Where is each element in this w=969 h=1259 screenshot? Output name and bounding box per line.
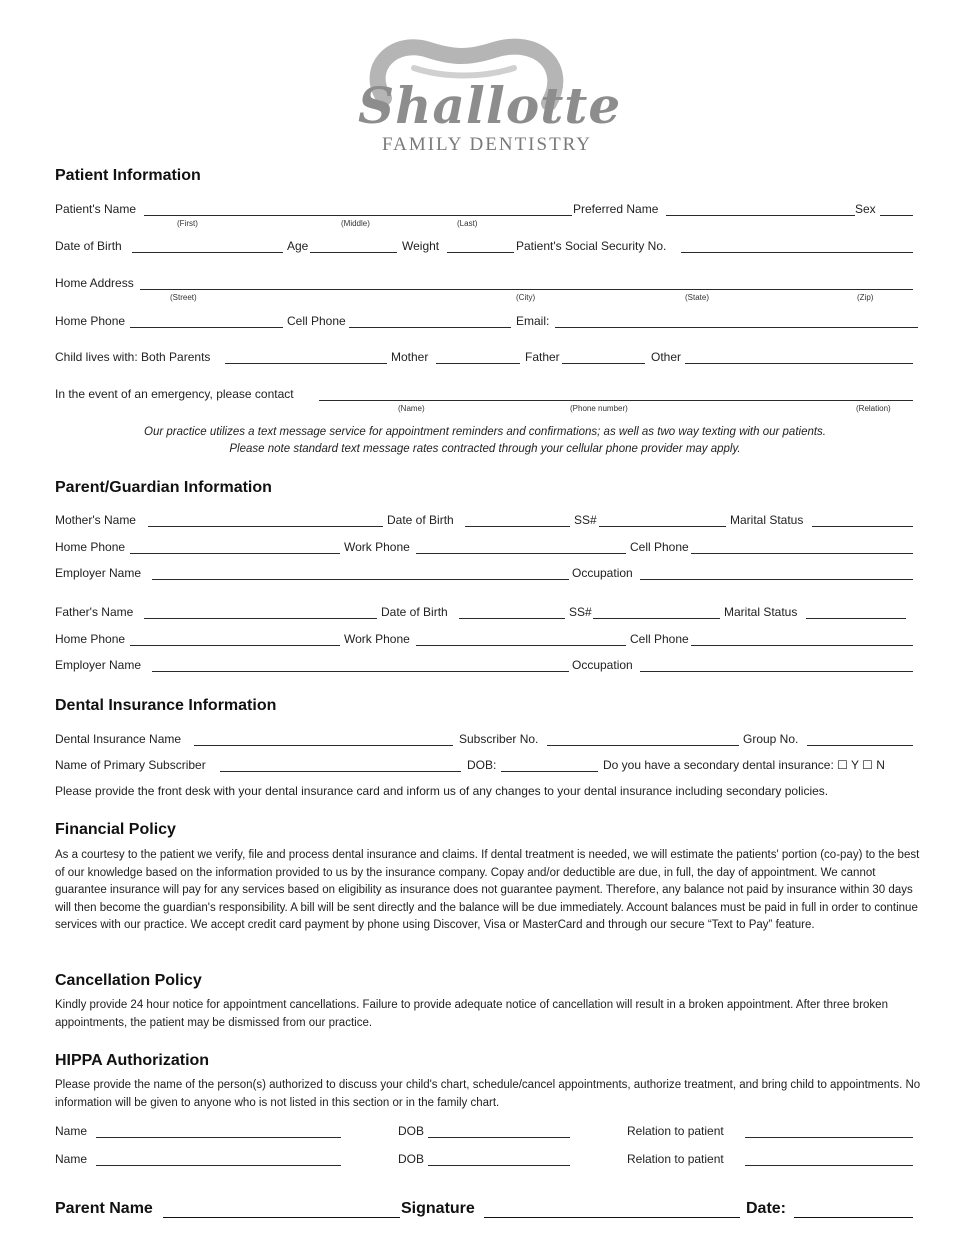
- child-lives-label: Child lives with: Both Parents: [55, 350, 211, 364]
- patient-name-row: [55, 202, 915, 218]
- state-sublabel: (State): [685, 293, 710, 302]
- mother-cell-phone-label: Cell Phone: [630, 540, 689, 554]
- group-no-label: Group No.: [743, 732, 799, 746]
- hippa-name-label-1: Name: [55, 1124, 88, 1138]
- weight-label: Weight: [402, 239, 440, 253]
- hippa-row-1: [55, 1124, 915, 1140]
- age-label: Age: [287, 239, 309, 253]
- parent-name-field[interactable]: [163, 1217, 400, 1218]
- father-employer-row: [55, 658, 915, 674]
- mother-work-phone-field[interactable]: [416, 553, 626, 554]
- cell-phone-label: Cell Phone: [287, 314, 346, 328]
- mother-occupation-label: Occupation: [572, 566, 633, 580]
- father-field[interactable]: [562, 363, 645, 364]
- other-field[interactable]: [685, 363, 913, 364]
- city-sublabel: (City): [516, 293, 536, 302]
- dob-row: [55, 239, 915, 255]
- mother-employer-field[interactable]: [152, 579, 569, 580]
- secondary-insurance-question[interactable]: Do you have a secondary dental insurance: ☐ Y ☐ N: [603, 758, 885, 772]
- mother-occupation-field[interactable]: [640, 579, 913, 580]
- mother-phone-row: [55, 540, 915, 556]
- sex-field[interactable]: [880, 215, 913, 216]
- hippa-dob-field-1[interactable]: [428, 1137, 570, 1138]
- subscriber-no-label: Subscriber No.: [459, 732, 539, 746]
- primary-subscriber-field[interactable]: [220, 771, 461, 772]
- practice-logo: [340, 30, 630, 160]
- father-dob-field[interactable]: [459, 618, 565, 619]
- father-dob-label: Date of Birth: [381, 605, 448, 619]
- insurance-name-row: [55, 732, 915, 748]
- mother-row: [55, 513, 915, 529]
- signature-label: Signature: [401, 1200, 475, 1217]
- address-row: [55, 276, 915, 292]
- father-name-label: Father's Name: [55, 605, 134, 619]
- mother-name-field[interactable]: [148, 526, 383, 527]
- hippa-name-field-1[interactable]: [96, 1137, 341, 1138]
- logo-tagline: FAMILY DENTISTRY: [381, 134, 593, 155]
- phone-row: [55, 314, 919, 330]
- emergency-label: In the event of an emergency, please contact: [55, 387, 294, 401]
- subscriber-no-field[interactable]: [547, 745, 739, 746]
- mother-cell-phone-field[interactable]: [691, 553, 913, 554]
- hippa-text: Please provide the name of the person(s) authorized to discuss your child's chart, schedule/cancel appointments, authorize treatment, and bring child to appointments. No information will be given to anyone who is not listed in this section or in the family chart.: [55, 1079, 921, 1109]
- hippa-dob-label-1: DOB: [398, 1124, 425, 1138]
- date-label: Date:: [746, 1200, 787, 1217]
- hippa-name-label-2: Name: [55, 1152, 88, 1166]
- hippa-heading: HIPPA Authorization: [55, 1052, 210, 1069]
- last-sublabel: (Last): [457, 219, 478, 228]
- mother-dob-field[interactable]: [465, 526, 570, 527]
- zip-sublabel: (Zip): [857, 293, 874, 302]
- guardian-info-heading: Parent/Guardian Information: [55, 479, 272, 496]
- mother-ss-field[interactable]: [599, 526, 726, 527]
- primary-subscriber-label: Name of Primary Subscriber: [55, 758, 206, 772]
- hippa-name-field-2[interactable]: [96, 1165, 341, 1166]
- insurance-name-field[interactable]: [194, 745, 453, 746]
- group-no-field[interactable]: [807, 745, 913, 746]
- cancellation-text: Kindly provide 24 hour notice for appointment cancellations. Failure to provide adequate notice of cancellation will result in a broken appointment. After three broken appointments, the patient may be dismissed from our practice.: [55, 999, 888, 1029]
- cell-phone-field[interactable]: [349, 327, 511, 328]
- first-sublabel: (First): [177, 219, 198, 228]
- father-occupation-label: Occupation: [572, 658, 633, 672]
- mother-dob-label: Date of Birth: [387, 513, 454, 527]
- mother-field[interactable]: [436, 363, 520, 364]
- financial-heading: Financial Policy: [55, 821, 176, 838]
- mother-label: Mother: [391, 350, 429, 364]
- hippa-dob-field-2[interactable]: [428, 1165, 570, 1166]
- father-work-phone-field[interactable]: [416, 645, 626, 646]
- father-occupation-field[interactable]: [640, 671, 913, 672]
- address-field[interactable]: [140, 289, 913, 290]
- mother-employer-label: Employer Name: [55, 566, 142, 580]
- mother-marital-label: Marital Status: [730, 513, 804, 527]
- father-ss-label: SS#: [569, 605, 592, 619]
- em-phone-sublabel: (Phone number): [570, 404, 628, 413]
- father-ss-field[interactable]: [593, 618, 720, 619]
- sex-label: Sex: [855, 202, 876, 216]
- preferred-name-field[interactable]: [666, 215, 855, 216]
- notice-line-1: Our practice utilizes a text message service for appointment reminders and confirmations; as well as two way texting with our patients.: [144, 426, 826, 438]
- father-marital-label: Marital Status: [724, 605, 798, 619]
- age-field[interactable]: [310, 252, 397, 253]
- hippa-dob-label-2: DOB: [398, 1152, 425, 1166]
- preferred-name-label: Preferred Name: [573, 202, 659, 216]
- father-cell-phone-field[interactable]: [691, 645, 913, 646]
- hippa-relation-field-1[interactable]: [745, 1137, 913, 1138]
- parent-name-label: Parent Name: [55, 1200, 153, 1217]
- father-marital-field[interactable]: [806, 618, 906, 619]
- insurance-note: Please provide the front desk with your dental insurance card and inform us of any changes to your dental insurance including secondary policies.: [55, 784, 829, 798]
- street-sublabel: (Street): [170, 293, 197, 302]
- patient-info-heading: Patient Information: [55, 167, 201, 184]
- mother-work-phone-label: Work Phone: [344, 540, 410, 554]
- home-phone-label: Home Phone: [55, 314, 126, 328]
- emergency-row: [55, 387, 915, 403]
- child-lives-row: [55, 350, 915, 366]
- father-phone-row: [55, 632, 915, 648]
- mother-ss-label: SS#: [574, 513, 597, 527]
- signature-field[interactable]: [484, 1217, 740, 1218]
- date-field[interactable]: [794, 1217, 913, 1218]
- email-label: Email:: [516, 314, 550, 328]
- patient-name-field[interactable]: [144, 215, 572, 216]
- father-employer-label: Employer Name: [55, 658, 142, 672]
- father-row: [55, 605, 915, 621]
- hippa-row-2: [55, 1152, 915, 1168]
- subscriber-dob-field[interactable]: [501, 771, 598, 772]
- hippa-relation-label-2: Relation to patient: [627, 1152, 724, 1166]
- insurance-name-label: Dental Insurance Name: [55, 732, 182, 746]
- mother-marital-field[interactable]: [812, 526, 913, 527]
- father-employer-field[interactable]: [152, 671, 569, 672]
- ssn-label: Patient's Social Security No.: [516, 239, 667, 253]
- father-cell-phone-label: Cell Phone: [630, 632, 689, 646]
- dob-label: Date of Birth: [55, 239, 122, 253]
- logo-wordmark: Shallotte: [358, 76, 622, 135]
- father-work-phone-label: Work Phone: [344, 632, 410, 646]
- text-message-notice: [55, 424, 915, 458]
- insurance-heading: Dental Insurance Information: [55, 697, 277, 714]
- ssn-field[interactable]: [681, 252, 913, 253]
- middle-sublabel: (Middle): [341, 219, 370, 228]
- father-name-field[interactable]: [144, 618, 377, 619]
- father-label: Father: [525, 350, 560, 364]
- em-relation-sublabel: (Relation): [856, 404, 891, 413]
- dob-field[interactable]: [132, 252, 283, 253]
- weight-field[interactable]: [447, 252, 514, 253]
- patient-name-label: Patient's Name: [55, 202, 136, 216]
- address-label: Home Address: [55, 276, 134, 290]
- home-phone-field[interactable]: [130, 327, 283, 328]
- father-home-phone-field[interactable]: [130, 645, 340, 646]
- emergency-field[interactable]: [319, 400, 913, 401]
- mother-home-phone-field[interactable]: [130, 553, 340, 554]
- financial-text: As a courtesy to the patient we verify, file and process dental insurance and claims. If dental treatment is needed, we will estimate the patients' portion (co-pay) to the best of our knowledge based on the information provided to us by the insurance company. Copay and/or deductible are due, in full, the day of appointment. We cannot guarantee insurance will pay for any services based on eligibility as insurance does not guarantee payment. Therefore, any balance not paid by insurance within 30 days will then become the guardian's responsibility. A bill will be sent directly and the balance will be due immediately. Account balances must be paid in full in order to continue services with our practice. We accept credit card payment by phone using Discover, Visa or MasterCard and through our secure “Text to Pay” feature.: [55, 849, 920, 932]
- subscriber-dob-label: DOB:: [467, 758, 497, 772]
- mother-employer-row: [55, 566, 915, 582]
- hippa-relation-field-2[interactable]: [745, 1165, 913, 1166]
- mother-name-label: Mother's Name: [55, 513, 136, 527]
- hippa-relation-label-1: Relation to patient: [627, 1124, 724, 1138]
- both-parents-field[interactable]: [225, 363, 387, 364]
- email-field[interactable]: [555, 327, 918, 328]
- father-home-phone-label: Home Phone: [55, 632, 126, 646]
- primary-subscriber-row: [55, 758, 915, 774]
- mother-home-phone-label: Home Phone: [55, 540, 126, 554]
- other-label: Other: [651, 350, 682, 364]
- notice-line-2: Please note standard text message rates contracted through your cellular phone provider may apply.: [229, 443, 741, 455]
- cancellation-heading: Cancellation Policy: [55, 972, 202, 989]
- em-name-sublabel: (Name): [398, 404, 425, 413]
